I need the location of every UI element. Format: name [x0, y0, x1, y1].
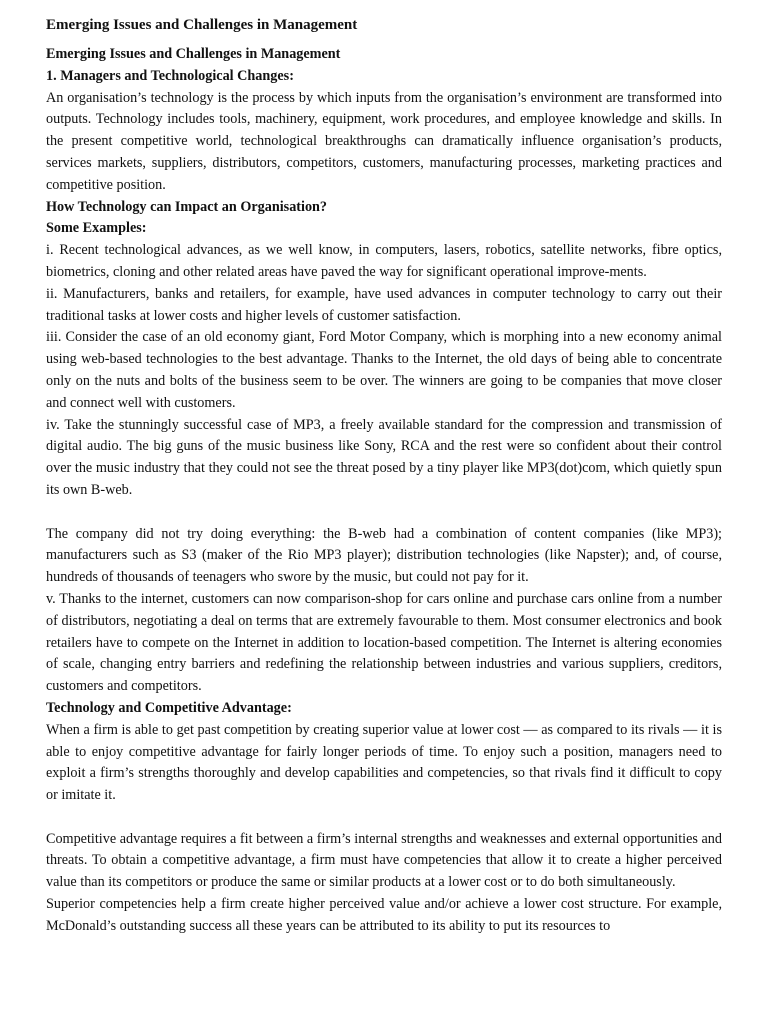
- section-heading: Some Examples:: [46, 220, 147, 237]
- blank-line: [46, 807, 722, 829]
- paragraph: When a firm is able to get past competition by creating superior value at lower cost — as compared to its rivals — it is able to enjoy competitive advantage for fairly longer periods of time. To enjoy such a position, managers need to exploit a firm’s strengths thoroughly and develop capabilities and competencies, so that rivals find it difficult to copy or imitate it.: [46, 721, 722, 804]
- paragraph: iii. Consider the case of an old economy giant, Ford Motor Company, which is morphing into a new economy animal using web-based technologies to the best advantage. Thanks to the Internet, the old days of being able to concentrate only on the nuts and bolts of the business seem to be over. The winners are going to be companies that move closer and connect well with customers.: [46, 329, 722, 411]
- paragraph: ii. Manufacturers, banks and retailers, for example, have used advances in computer technology to carry out their traditional tasks at lower costs and higher levels of customer satisfaction.: [46, 285, 722, 324]
- section-heading: Technology and Competitive Advantage:: [46, 699, 292, 716]
- paragraph: iv. Take the stunningly successful case of MP3, a freely available standard for the compression and transmission of digital audio. The big guns of the music business like Sony, RCA and the rest were so confident about their control over the music industry that they could not see the threat posed by a tiny player like MP3(dot)com, which quietly spun its own B-web.: [46, 416, 722, 498]
- paragraph: i. Recent technological advances, as we well know, in computers, lasers, robotics, satellite networks, fibre optics, biometrics, cloning and other related areas have paved the way for significant operational improve-ments.: [46, 242, 722, 280]
- section-heading: Emerging Issues and Challenges in Management: [46, 46, 341, 62]
- paragraph: The company did not try doing everything: the B-web had a combination of content companies (like MP3); manufacturers such as S3 (maker of the Rio MP3 player); distribution technologies (like Napster); and, of course, hundreds of thousands of teenagers who swore by the music, but could not pay for it.: [46, 525, 722, 586]
- document-title: Emerging Issues and Challenges in Management: [46, 17, 358, 33]
- paragraph: An organisation’s technology is the process by which inputs from the organisation’s environment are transformed into outputs. Technology includes tools, machinery, equipment, work procedures, and employee knowledge and skills. In the present competitive world, technological breakthroughs can dramatically influence organisation’s products, services markets, suppliers, distributors, competitors, customers, manufacturing processes, marketing practices and competitive position.: [46, 89, 722, 193]
- paragraph: Competitive advantage requires a fit between a firm’s internal strengths and weaknesses and external opportunities and threats. To obtain a competitive advantage, a firm must have competencies that allow it to create a higher perceived value than its competitors or produce the same or similar products at a lower cost or to do both simultaneously.: [46, 830, 722, 891]
- paragraph: Superior competencies help a firm create higher perceived value and/or achieve a lower cost structure. For example, McDonald’s outstanding success all these years can be attributed to its ability to put its resources to: [46, 896, 722, 934]
- section-heading: How Technology can Impact an Organisation?: [46, 198, 328, 215]
- section-heading: 1. Managers and Technological Changes:: [46, 67, 294, 84]
- document-body: [46, 44, 722, 938]
- paragraph: v. Thanks to the internet, customers can now comparison-shop for cars online and purchase cars online from a number of distributors, negotiating a deal on terms that are extremely favourable to them. Most consumer electronics and book retailers have to compete on the Internet in addition to location-based competition. The Internet is altering economies of scale, changing entry barriers and redefining the relationship between industries and various suppliers, creditors, customers and competitors.: [46, 590, 722, 695]
- blank-line: [46, 502, 722, 524]
